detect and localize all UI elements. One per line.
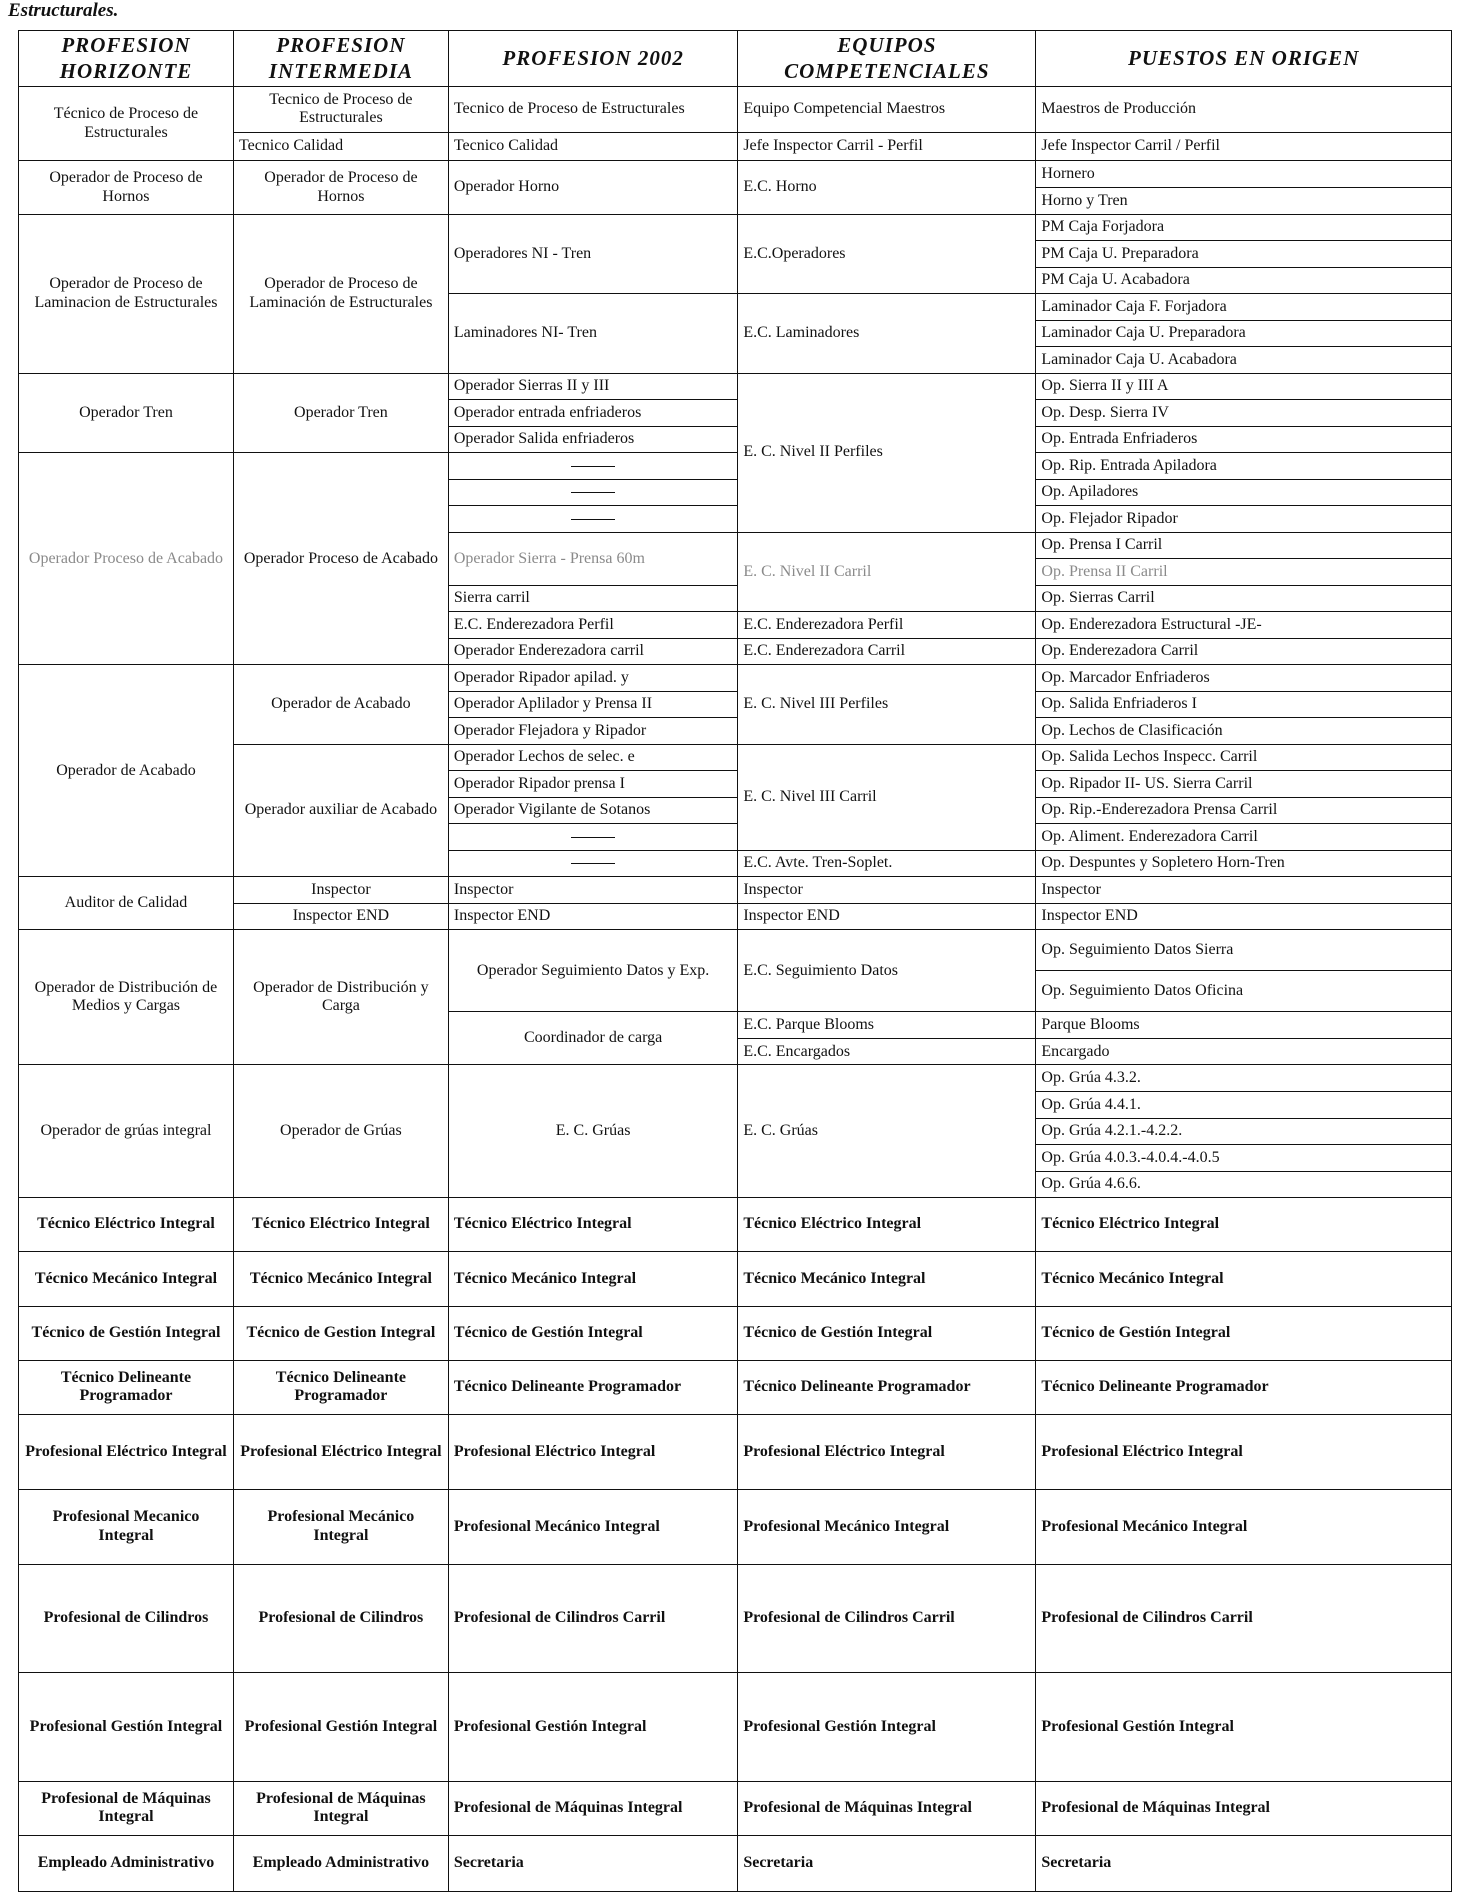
table-cell: Operador de Proceso de Laminación de Estructurales	[233, 214, 448, 373]
table-row	[19, 665, 1452, 692]
table-row	[19, 930, 1452, 971]
table-row	[19, 1252, 1452, 1306]
table-row	[19, 161, 1452, 188]
table-row	[19, 1835, 1452, 1891]
table-row	[19, 373, 1452, 400]
table-cell: E. C. Nivel III Carril	[738, 744, 1036, 850]
table-cell: Laminador Caja F. Forjadora	[1036, 294, 1452, 321]
table-cell: Operador de Proceso de Laminacion de Estructurales	[19, 214, 234, 373]
table-cell: Operador Lechos de selec. e	[448, 744, 737, 771]
table-cell: Profesional Gestión Integral	[738, 1673, 1036, 1782]
table-cell: E. C. Grúas	[448, 1065, 737, 1198]
table-cell: Inspector END	[738, 903, 1036, 930]
document-caption: Estructurales.	[8, 0, 119, 21]
table-cell: Coordinador de carga	[448, 1012, 737, 1065]
table-cell: Op. Despuntes y Sopletero Horn-Tren	[1036, 850, 1452, 877]
table-cell: Op. Enderezadora Carril	[1036, 638, 1452, 665]
table-cell: Operador Proceso de Acabado	[19, 453, 234, 665]
table-cell: Hornero	[1036, 161, 1452, 188]
table-cell: Operador Horno	[448, 161, 737, 214]
table-cell: Profesional Mecánico Integral	[448, 1489, 737, 1564]
table-cell	[448, 824, 737, 851]
table-cell: E.C. Parque Blooms	[738, 1012, 1036, 1039]
table-cell: Op. Ripador II- US. Sierra Carril	[1036, 771, 1452, 798]
header-row	[19, 31, 1452, 87]
table-cell: Op. Lechos de Clasificación	[1036, 718, 1452, 745]
table-row	[19, 744, 1452, 771]
table-cell: Técnico Delineante Programador	[738, 1360, 1036, 1414]
table-cell: Op. Grúa 4.4.1.	[1036, 1091, 1452, 1118]
professions-table	[18, 30, 1452, 1892]
table-cell: Profesional de Máquinas Integral	[19, 1781, 234, 1835]
table-cell: E.C. Avte. Tren-Soplet.	[738, 850, 1036, 877]
table-cell: Op. Grúa 4.2.1.-4.2.2.	[1036, 1118, 1452, 1145]
table-cell: Técnico de Proceso de Estructurales	[19, 87, 234, 161]
table-cell: Operador Enderezadora carril	[448, 638, 737, 665]
table-cell: Op. Marcador Enfriaderos	[1036, 665, 1452, 692]
table-cell: Op. Rip.-Enderezadora Prensa Carril	[1036, 797, 1452, 824]
table-cell	[448, 506, 737, 533]
table-row	[19, 903, 1452, 930]
table-row	[19, 1564, 1452, 1673]
table-cell: Profesional de Máquinas Integral	[738, 1781, 1036, 1835]
header-profesion-horizonte: PROFESION HORIZONTE	[19, 31, 234, 87]
table-cell: Jefe Inspector Carril / Perfil	[1036, 132, 1452, 161]
table-cell: Op. Enderezadora Estructural -JE-	[1036, 612, 1452, 639]
table-cell: Inspector	[448, 877, 737, 904]
table-row	[19, 1673, 1452, 1782]
table-row	[19, 87, 1452, 133]
table-cell: Encargado	[1036, 1038, 1452, 1065]
table-cell: Operador de Proceso de Hornos	[19, 161, 234, 214]
table-cell: Laminadores NI- Tren	[448, 294, 737, 374]
table-cell: Op. Salida Lechos Inspecc. Carril	[1036, 744, 1452, 771]
table-cell: PM Caja Forjadora	[1036, 214, 1452, 241]
table-cell: Operadores NI - Tren	[448, 214, 737, 294]
table-cell: Op. Seguimiento Datos Sierra	[1036, 930, 1452, 971]
table-cell: Op. Sierra II y III A	[1036, 373, 1452, 400]
table-cell: E.C. Enderezadora Perfil	[448, 612, 737, 639]
table-cell: Profesional Eléctrico Integral	[233, 1415, 448, 1490]
table-cell: Técnico Eléctrico Integral	[738, 1198, 1036, 1252]
table-cell: PM Caja U. Preparadora	[1036, 241, 1452, 268]
table-cell: Técnico Eléctrico Integral	[1036, 1198, 1452, 1252]
table-cell: Operador Tren	[19, 373, 234, 453]
table-cell: Inspector	[1036, 877, 1452, 904]
table-cell: Operador Flejadora y Ripador	[448, 718, 737, 745]
table-cell: Op. Seguimiento Datos Oficina	[1036, 971, 1452, 1012]
table-cell: Técnico Eléctrico Integral	[19, 1198, 234, 1252]
table-cell: Maestros de Producción	[1036, 87, 1452, 133]
table-cell: Parque Blooms	[1036, 1012, 1452, 1039]
table-cell: Operador Ripador prensa I	[448, 771, 737, 798]
table-cell: Operador de grúas integral	[19, 1065, 234, 1198]
table-cell: Técnico de Gestión Integral	[19, 1306, 234, 1360]
table-cell: Op. Prensa II Carril	[1036, 559, 1452, 586]
table-cell: Profesional de Máquinas Integral	[1036, 1781, 1452, 1835]
table-cell: E.C.Operadores	[738, 214, 1036, 294]
table-cell: Profesional Mecánico Integral	[1036, 1489, 1452, 1564]
table-cell	[448, 453, 737, 480]
table-cell: Operador de Grúas	[233, 1065, 448, 1198]
table-cell: Profesional Mecanico Integral	[19, 1489, 234, 1564]
table-cell: Op. Desp. Sierra IV	[1036, 400, 1452, 427]
header-puestos-en-origen: PUESTOS EN ORIGEN	[1036, 31, 1452, 87]
table-cell: E.C. Horno	[738, 161, 1036, 214]
table-cell: Técnico Delineante Programador	[1036, 1360, 1452, 1414]
table-cell: Op. Grúa 4.6.6.	[1036, 1171, 1452, 1198]
table-cell: Secretaria	[1036, 1835, 1452, 1891]
table-cell: Op. Grúa 4.0.3.-4.0.4.-4.0.5	[1036, 1145, 1452, 1172]
table-cell: Operador Proceso de Acabado	[233, 453, 448, 665]
table-cell: Operador auxiliar de Acabado	[233, 744, 448, 877]
table-cell: Op. Entrada Enfriaderos	[1036, 426, 1452, 453]
table-cell: Secretaria	[448, 1835, 737, 1891]
table-cell: Empleado Administrativo	[19, 1835, 234, 1891]
table-cell: Operador Sierras II y III	[448, 373, 737, 400]
table-row	[19, 1198, 1452, 1252]
table-cell: Inspector END	[448, 903, 737, 930]
empty-dash-mark	[571, 837, 615, 838]
table-cell: Técnico Eléctrico Integral	[233, 1198, 448, 1252]
table-cell: Inspector	[738, 877, 1036, 904]
table-cell: Op. Prensa I Carril	[1036, 532, 1452, 559]
table-cell: Técnico Mecánico Integral	[448, 1252, 737, 1306]
table-row	[19, 1489, 1452, 1564]
table-cell: E. C. Nivel III Perfiles	[738, 665, 1036, 745]
table-cell: Jefe Inspector Carril - Perfil	[738, 132, 1036, 161]
table-cell: Operador de Proceso de Hornos	[233, 161, 448, 214]
table-cell: Tecnico de Proceso de Estructurales	[233, 87, 448, 133]
table-cell: Op. Apiladores	[1036, 479, 1452, 506]
table-cell: Tecnico Calidad	[233, 132, 448, 161]
table-cell: Profesional Gestión Integral	[448, 1673, 737, 1782]
table-cell: Secretaria	[738, 1835, 1036, 1891]
table-cell: Operador Vigilante de Sotanos	[448, 797, 737, 824]
table-cell: Profesional de Cilindros Carril	[738, 1564, 1036, 1673]
table-cell: Profesional de Cilindros	[19, 1564, 234, 1673]
table-row	[19, 1065, 1452, 1092]
table-cell: Técnico de Gestion Integral	[233, 1306, 448, 1360]
table-cell: Técnico Eléctrico Integral	[448, 1198, 737, 1252]
table-cell: E. C. Nivel II Carril	[738, 532, 1036, 612]
table-cell: Profesional Gestión Integral	[233, 1673, 448, 1782]
empty-dash-mark	[571, 466, 615, 467]
empty-dash-mark	[571, 863, 615, 864]
table-row	[19, 1306, 1452, 1360]
table-cell: Laminador Caja U. Preparadora	[1036, 320, 1452, 347]
table-cell: Profesional Mecánico Integral	[233, 1489, 448, 1564]
table-cell: Equipo Competencial Maestros	[738, 87, 1036, 133]
table-cell	[448, 850, 737, 877]
table-cell: Tecnico Calidad	[448, 132, 737, 161]
table-row	[19, 1415, 1452, 1490]
table-cell: Inspector END	[1036, 903, 1452, 930]
table-row	[19, 453, 1452, 480]
table-cell: Tecnico de Proceso de Estructurales	[448, 87, 737, 133]
table-cell: Profesional de Cilindros Carril	[448, 1564, 737, 1673]
table-row	[19, 877, 1452, 904]
table-cell: Operador entrada enfriaderos	[448, 400, 737, 427]
table-cell: Op. Rip. Entrada Apiladora	[1036, 453, 1452, 480]
table-cell: Op. Sierras Carril	[1036, 585, 1452, 612]
table-cell: E. C. Grúas	[738, 1065, 1036, 1198]
table-cell: Operador Salida enfriaderos	[448, 426, 737, 453]
table-cell: Operador Aplilador y Prensa II	[448, 691, 737, 718]
table-cell: E.C. Enderezadora Carril	[738, 638, 1036, 665]
table-cell: Técnico Mecánico Integral	[738, 1252, 1036, 1306]
table-cell: Técnico Mecánico Integral	[233, 1252, 448, 1306]
table-cell: Op. Salida Enfriaderos I	[1036, 691, 1452, 718]
table-cell: E.C. Laminadores	[738, 294, 1036, 374]
table-cell: Técnico de Gestión Integral	[738, 1306, 1036, 1360]
table-cell: Operador de Distribución de Medios y Cargas	[19, 930, 234, 1065]
table-cell: Técnico Delineante Programador	[448, 1360, 737, 1414]
table-cell: Profesional Eléctrico Integral	[738, 1415, 1036, 1490]
table-cell: E. C. Nivel II Perfiles	[738, 373, 1036, 532]
table-cell: Inspector	[233, 877, 448, 904]
table-cell	[448, 479, 737, 506]
table-cell: PM Caja U. Acabadora	[1036, 267, 1452, 294]
table-row	[19, 1781, 1452, 1835]
table-cell: Técnico Mecánico Integral	[1036, 1252, 1452, 1306]
table-cell: Profesional de Máquinas Integral	[448, 1781, 737, 1835]
table-cell: E.C. Seguimiento Datos	[738, 930, 1036, 1012]
table-cell: Profesional Gestión Integral	[1036, 1673, 1452, 1782]
table-cell: Operador Sierra - Prensa 60m	[448, 532, 737, 585]
table-cell: Técnico Mecánico Integral	[19, 1252, 234, 1306]
table-cell: Laminador Caja U. Acabadora	[1036, 347, 1452, 374]
header-equipos-competenciales: EQUIPOS COMPETENCIALES	[738, 31, 1036, 87]
table-cell: Profesional de Máquinas Integral	[233, 1781, 448, 1835]
table-cell: Empleado Administrativo	[233, 1835, 448, 1891]
table-cell: Operador de Acabado	[19, 665, 234, 877]
table-cell: Técnico de Gestión Integral	[1036, 1306, 1452, 1360]
header-profesion-intermedia: PROFESION INTERMEDIA	[233, 31, 448, 87]
professions-table-wrapper	[18, 30, 1452, 1892]
table-cell: Operador Seguimiento Datos y Exp.	[448, 930, 737, 1012]
table-row	[19, 132, 1452, 161]
table-cell: Profesional Eléctrico Integral	[19, 1415, 234, 1490]
header-profesion-2002: PROFESION 2002	[448, 31, 737, 87]
table-cell: Inspector END	[233, 903, 448, 930]
table-cell: E.C. Encargados	[738, 1038, 1036, 1065]
table-cell: Operador de Acabado	[233, 665, 448, 745]
table-cell: Op. Grúa 4.3.2.	[1036, 1065, 1452, 1092]
empty-dash-mark	[571, 519, 615, 520]
table-cell: Profesional de Cilindros Carril	[1036, 1564, 1452, 1673]
table-cell: Operador Tren	[233, 373, 448, 453]
table-cell: Profesional Eléctrico Integral	[448, 1415, 737, 1490]
table-cell: Horno y Tren	[1036, 188, 1452, 215]
table-cell: Op. Aliment. Enderezadora Carril	[1036, 824, 1452, 851]
table-cell: Profesional Gestión Integral	[19, 1673, 234, 1782]
table-cell: Sierra carril	[448, 585, 737, 612]
table-cell: Profesional Eléctrico Integral	[1036, 1415, 1452, 1490]
table-cell: Técnico de Gestión Integral	[448, 1306, 737, 1360]
table-cell: Operador de Distribución y Carga	[233, 930, 448, 1065]
table-row	[19, 1360, 1452, 1414]
table-row	[19, 214, 1452, 241]
table-cell: Op. Flejador Ripador	[1036, 506, 1452, 533]
table-cell: E.C. Enderezadora Perfil	[738, 612, 1036, 639]
table-cell: Profesional de Cilindros	[233, 1564, 448, 1673]
table-cell: Operador Ripador apilad. y	[448, 665, 737, 692]
table-cell: Técnico Delineante Programador	[233, 1360, 448, 1414]
table-body	[19, 87, 1452, 1892]
table-cell: Profesional Mecánico Integral	[738, 1489, 1036, 1564]
table-cell: Técnico Delineante Programador	[19, 1360, 234, 1414]
table-cell: Auditor de Calidad	[19, 877, 234, 930]
empty-dash-mark	[571, 492, 615, 493]
